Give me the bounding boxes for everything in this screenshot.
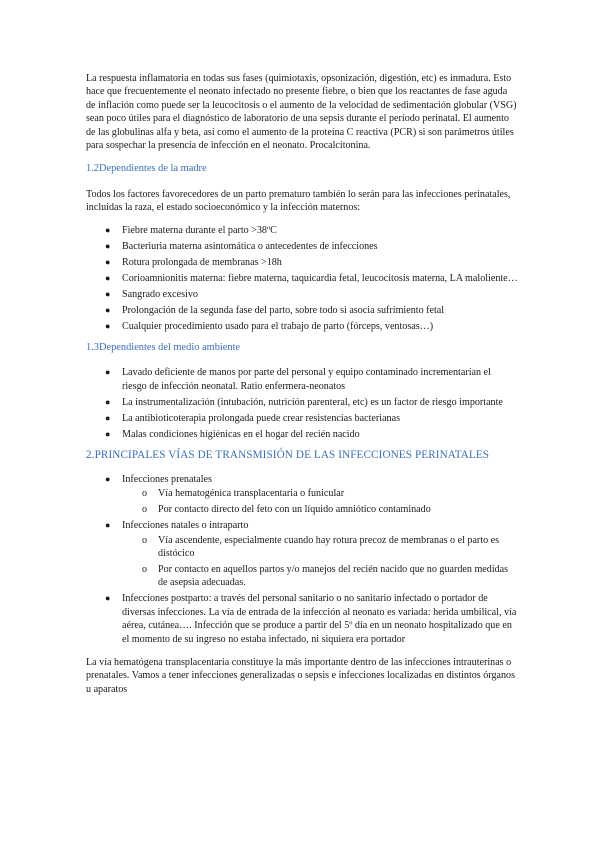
paragraph-respuesta-inflamatoria: La respuesta inflamatoria en todas sus fases (quimiotaxis, opsonización, digestión, etc) es inmadura. Esto hace que frecuentemente el neonato infectado no presente fiebre, o bien que los reactantes de fase aguda de inflación como puede ser la leucocitosis o el aumento de la velocidad de sedimentación globular (VSG) sean poco útiles para el diagnóstico de laboratorio de una sepsis durante el período perinatal. El aumento de las globulinas alfa y beta, así como el aumento de la proteína C reactiva (PCR) si son parámetros útiles para sospechar la presencia de infección en el neonato. Procalcitonina.: [86, 73, 517, 152]
bullet-icon: ●: [105, 272, 111, 283]
sublist-item-text: Vía hematogénica transplacentaria o funicular: [158, 488, 345, 500]
heading-vias-transmision: 2.PRINCIPALES VÍAS DE TRANSMISIÓN DE LAS INFECCIONES PERINATALES: [86, 449, 490, 462]
list-item-text: Infecciones natales o intraparto: [122, 520, 249, 532]
bullet-icon: ●: [105, 396, 111, 407]
bullet-icon: ●: [105, 367, 111, 378]
bullet-icon: ●: [105, 593, 111, 604]
bullet-icon: ●: [105, 288, 111, 299]
list-item: [86, 473, 518, 517]
bullet-icon: ●: [105, 224, 111, 235]
bullet-icon: ●: [105, 428, 111, 439]
sub-bullet-icon: o: [142, 488, 148, 500]
list-item-text: Infecciones prenatales: [122, 473, 212, 485]
list-item: [86, 240, 518, 253]
list-factores-madre: [86, 224, 518, 333]
list-item: [86, 412, 518, 425]
sub-bullet-icon: o: [142, 504, 148, 516]
list-vias-transmision: [86, 473, 518, 646]
list-item-text: Corioamnionitis materna: fiebre materna, taquicardia fetal, leucocitosis materna, LA maloliente…: [122, 272, 518, 284]
sublist-item-text: Vía ascendente, especialmente cuando hay rotura precoz de membranas o el parto es distócico: [158, 534, 500, 559]
bullet-icon: ●: [105, 256, 111, 267]
list-item-text: La instrumentalización (intubación, nutrición parenteral, etc) es un factor de riesgo importante: [122, 396, 503, 408]
heading-dependientes-medio-ambiente: 1.3Dependientes del medio ambiente: [86, 342, 241, 354]
list-item: [86, 366, 518, 393]
sublist-item-text: Por contacto en aquellos partos y/o manejos del recién nacido que no guarden medidas de asepsia adecuadas.: [158, 563, 509, 589]
list-item: [86, 592, 518, 646]
list-item: [86, 272, 518, 285]
bullet-icon: ●: [105, 412, 111, 423]
list-item: [86, 320, 518, 333]
sublist-item: [122, 503, 518, 516]
bullet-icon: ●: [105, 240, 111, 251]
list-item-text: Infecciones postparto: a través del personal sanitario o no sanitario infectado o portador de diversas infecciones. La vía de entrada de la infección al neonato es variada: herida umbilical, vía aérea, cutánea…. Infección que se produce a partir del 5º día en un neonato hospitalizado que en el momento de su ingreso no estaba infectado, ni siquiera era portador: [122, 593, 517, 645]
sub-bullet-icon: o: [142, 534, 148, 546]
sub-bullet-icon: o: [142, 563, 148, 575]
sublist-item: [122, 563, 518, 590]
list-item-text: Cualquier procedimiento usado para el trabajo de parto (fórceps, ventosas…): [122, 320, 434, 332]
heading-dependientes-madre: 1.2Dependientes de la madre: [86, 163, 207, 175]
list-factores-ambiente: [86, 366, 518, 441]
bullet-icon: ●: [105, 520, 111, 531]
list-item: [86, 304, 518, 317]
list-item-text: Sangrado excesivo: [122, 288, 198, 300]
paragraph-via-hematogena: La vía hematógena transplacentaria constituye la más importante dentro de las infecciones intrauterinas o prenatales. Vamos a tener infecciones generalizadas o sepsis e infecciones localizadas en distintos órganos u aparatos: [86, 656, 516, 695]
list-item-text: Rotura prolongada de membranas >18h: [122, 256, 282, 268]
document-content: [86, 72, 518, 696]
list-item: [86, 428, 518, 441]
sublist-item-text: Por contacto directo del feto con un líquido amniótico contaminado: [158, 504, 431, 516]
sublist-item: [122, 487, 518, 500]
list-item-text: Lavado deficiente de manos por parte del personal y equipo contaminado incrementarían el riesgo de infección neonatal. Ratio enfermera-neonatos: [122, 367, 491, 392]
sublist-natales: [122, 534, 518, 590]
list-item-text: Bacteriuria materna asintomática o antecedentes de infecciones: [122, 240, 378, 252]
list-item-text: Malas condiciones higiénicas en el hogar del recién nacido: [122, 428, 360, 440]
list-item-text: La antibioticoterapia prolongada puede crear resistencias bacterianas: [122, 412, 401, 424]
list-item: [86, 519, 518, 590]
sublist-prenatales: [122, 487, 518, 516]
list-item-text: Fiebre materna durante el parto >38ºC: [122, 224, 277, 236]
list-item: [86, 256, 518, 269]
bullet-icon: ●: [105, 320, 111, 331]
bullet-icon: ●: [105, 304, 111, 315]
list-item: [86, 288, 518, 301]
sublist-item: [122, 534, 518, 561]
paragraph-factores-parto-prematuro: Todos los factores favorecedores de un parto prematuro también lo serán para las infecciones perinatales, incluidas la raza, el estado socioeconómico y la infección maternos:: [86, 188, 511, 214]
list-item: [86, 224, 518, 237]
bullet-icon: ●: [105, 473, 111, 484]
list-item-text: Prolongación de la segunda fase del parto, sobre todo si asocia sufrimiento fetal: [122, 304, 445, 316]
list-item: [86, 396, 518, 409]
